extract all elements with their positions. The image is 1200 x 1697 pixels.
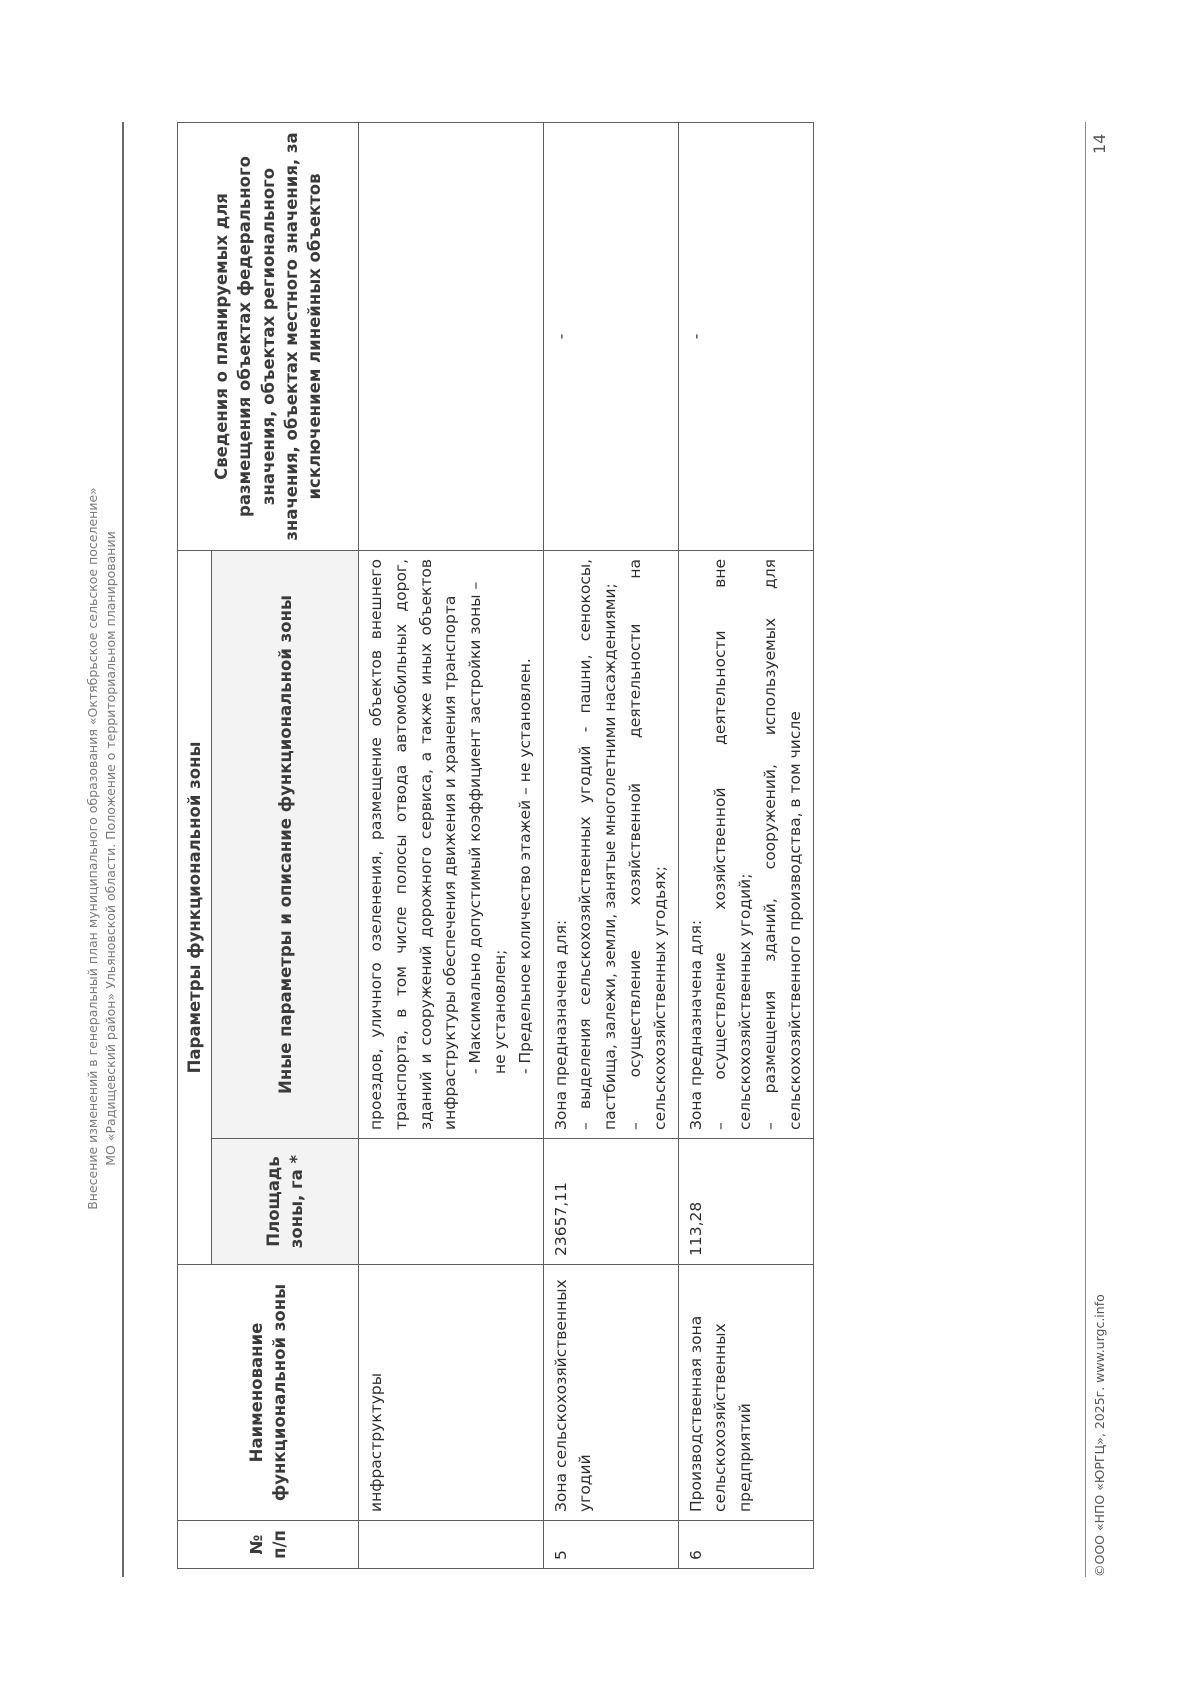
page-number: 14 [1090, 133, 1109, 154]
row-info [359, 122, 544, 550]
row-zone-name: инфраструктуры [359, 1265, 544, 1521]
row-num: 5 [543, 1521, 678, 1569]
description-line: – осуществление хозяйственной деятельности на сельскохозяйственных угодьях; [626, 558, 669, 1130]
description-line: Зона предназначена для: [551, 919, 570, 1130]
row-num: 6 [678, 1521, 813, 1569]
col-header-num: № п/п [178, 1521, 359, 1569]
description-line: - Максимально допустимый коэффициент застройки зоны – не установлен; [466, 581, 510, 1074]
col-header-area: Площадь зоны, га * [212, 1139, 359, 1265]
row-description [678, 550, 813, 1138]
description-line: - Предельное количество этажей – не установлен. [515, 658, 534, 1074]
row-zone-name: Производственная зона сельскохозяйственных предприятий [678, 1265, 813, 1521]
col-header-name: Наименование функциональной зоны [178, 1265, 359, 1521]
description-line: Зона предназначена для: [686, 919, 705, 1130]
table-row [678, 122, 813, 1568]
footer-divider [1085, 122, 1086, 1577]
row-description [359, 550, 544, 1138]
row-description [543, 550, 678, 1138]
row-area: 113,28 [678, 1139, 813, 1265]
header-line-2: МО «Радищевский район» Ульяновской области. Положение о территориальном планировании [103, 531, 118, 1166]
table-row [543, 122, 678, 1568]
description-line: – выделения сельскохозяйственных угодий - пашни, сенокосы, пастбища, залежи, земли, занятые многолетними насаждениями; [576, 558, 620, 1130]
col-header-params-group: Параметры функциональной зоны [178, 550, 212, 1264]
row-area: 23657,11 [543, 1139, 678, 1265]
row-zone-name: Зона сельскохозяйственных угодий [543, 1265, 678, 1521]
row-info: - [678, 122, 813, 550]
description-line: проездов, уличного озеленения, размещение объектов внешнего транспорта, в том числе полосы отвода автомобильных дорог, зданий и сооружений дорожного сервиса, а также иных объектов инфраструктуры обеспечения движения и хранения транспорта [367, 558, 460, 1130]
description-line: – размещения зданий, сооружений, используемых для сельскохозяйственного производства, в том числе [761, 558, 804, 1130]
col-header-info: Сведения о планируемых для размещения объектах федерального значения, объектах регионального значения, объектах местного значения, за исключением линейных объектов [178, 122, 359, 550]
footer-copyright: ©ООО «НПО «ЮРГЦ», 2025г. www.urgc.info [1092, 1294, 1107, 1577]
header-line-1: Внесение изменений в генеральный план муниципального образования «Октябрьское сельское поселение» [85, 487, 100, 1210]
col-header-other-params: Иные параметры и описание функциональной зоны [212, 550, 359, 1138]
table-header-row-1 [178, 122, 212, 1568]
description-line: – осуществление хозяйственной деятельности вне сельскохозяйственных угодий; [711, 558, 755, 1130]
row-area [359, 1139, 544, 1265]
table-row [359, 122, 544, 1568]
zones-table [177, 122, 814, 1569]
row-num [359, 1521, 544, 1569]
row-info: - [543, 122, 678, 550]
header-divider [122, 122, 124, 1577]
